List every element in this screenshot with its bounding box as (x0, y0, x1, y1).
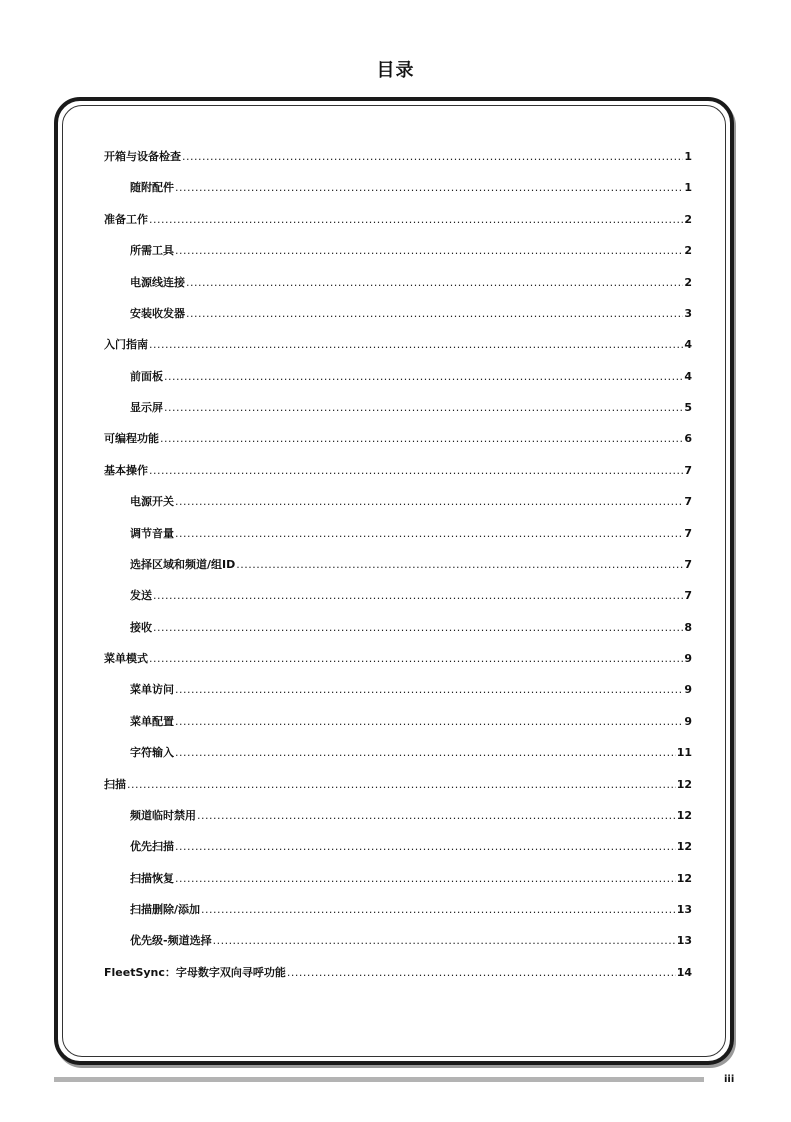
toc-page-number: 2 (684, 275, 692, 289)
toc-page-number: 4 (684, 338, 692, 352)
dot-leader (153, 580, 683, 611)
toc-entry-title: 前面板 (130, 369, 163, 383)
dot-leader (175, 486, 683, 517)
toc-page-number: 14 (676, 965, 692, 979)
dot-leader (164, 361, 683, 392)
toc-subentry[interactable] (104, 298, 692, 329)
toc-page-number: 12 (676, 808, 692, 822)
table-of-contents (104, 141, 692, 988)
toc-page-number: 12 (676, 871, 692, 885)
dot-leader (175, 831, 676, 862)
toc-entry[interactable] (104, 141, 692, 172)
toc-page-number: 13 (676, 903, 692, 916)
toc-entry-title: 电源线连接 (130, 275, 185, 289)
dot-leader (160, 423, 683, 454)
toc-page-number: 12 (676, 777, 692, 791)
toc-entry-title: 扫描 (104, 777, 126, 791)
toc-page-number: 2 (684, 212, 692, 226)
page-title: 目录 (376, 60, 415, 81)
toc-page-number: 7 (684, 495, 692, 509)
dot-leader (182, 141, 683, 172)
dot-leader (149, 455, 683, 486)
footer-rule (54, 1077, 704, 1082)
toc-subentry[interactable] (104, 518, 692, 549)
toc-subentry[interactable] (104, 925, 692, 956)
toc-page-number: 1 (684, 150, 692, 163)
toc-page-number: 9 (684, 683, 692, 697)
dot-leader (186, 267, 683, 298)
dot-leader (197, 800, 676, 831)
dot-leader (287, 957, 676, 988)
toc-subentry[interactable] (104, 800, 692, 831)
toc-page-number: 6 (684, 432, 692, 446)
toc-page-number: 1 (684, 181, 692, 195)
toc-entry-title: 接收 (130, 620, 152, 634)
toc-subentry[interactable] (104, 863, 692, 894)
toc-subentry[interactable] (104, 267, 692, 298)
dot-leader (153, 612, 683, 643)
toc-entry-title: 字符输入 (130, 746, 174, 760)
dot-leader (201, 894, 676, 925)
toc-subentry[interactable] (104, 580, 692, 611)
toc-entry-title: 基本操作 (104, 463, 148, 477)
toc-entry-title: 随附配件 (130, 181, 174, 195)
toc-entry-title: 所需工具 (130, 244, 174, 258)
dot-leader (175, 235, 683, 266)
toc-entry-title: 可编程功能 (104, 432, 159, 446)
toc-page-number: 11 (676, 746, 692, 760)
toc-entry-title: 菜单访问 (130, 683, 174, 697)
toc-page-number: 2 (684, 244, 692, 258)
toc-page-number: 13 (676, 934, 692, 948)
toc-page-number: 9 (684, 652, 692, 665)
toc-entry-title: 优先扫描 (130, 840, 174, 854)
toc-entry-title: 扫描删除/添加 (130, 903, 201, 916)
toc-entry[interactable] (104, 643, 692, 674)
toc-entry-title: 频道临时禁用 (130, 808, 196, 822)
toc-entry-title: 发送 (130, 589, 152, 603)
toc-entry[interactable] (104, 423, 692, 454)
toc-entry-title: 菜单模式 (104, 652, 148, 665)
dot-leader (149, 204, 683, 235)
toc-subentry[interactable] (104, 361, 692, 392)
toc-entry[interactable] (104, 204, 692, 235)
toc-entry-title: 安装收发器 (130, 306, 185, 320)
dot-leader (175, 863, 676, 894)
toc-entry[interactable] (104, 329, 692, 360)
toc-entry[interactable] (104, 455, 692, 486)
toc-page-number: 4 (684, 369, 692, 383)
dot-leader (186, 298, 683, 329)
page-number: iii (724, 1074, 735, 1085)
toc-page-number: 9 (684, 714, 692, 728)
toc-subentry[interactable] (104, 235, 692, 266)
toc-entry-title: 菜单配置 (130, 714, 174, 728)
dot-leader (175, 706, 683, 737)
toc-subentry[interactable] (104, 831, 692, 862)
toc-entry-title: 选择区域和频道/组ID (130, 557, 236, 571)
dot-leader (149, 643, 683, 674)
toc-page-number: 7 (684, 463, 692, 477)
toc-subentry[interactable] (104, 674, 692, 705)
dot-leader (164, 392, 683, 423)
toc-subentry[interactable] (104, 549, 692, 580)
toc-entry-title: 优先级-频道选择 (130, 934, 212, 948)
dot-leader (236, 549, 683, 580)
dot-leader (149, 329, 683, 360)
toc-subentry[interactable] (104, 612, 692, 643)
dot-leader (175, 737, 676, 768)
toc-entry-title: 准备工作 (104, 212, 148, 226)
toc-page-number: 7 (684, 526, 692, 540)
toc-subentry[interactable] (104, 737, 692, 768)
toc-page-number: 5 (684, 401, 692, 414)
toc-subentry[interactable] (104, 486, 692, 517)
toc-entry-title: 扫描恢复 (130, 871, 174, 885)
toc-page-number: 3 (684, 306, 692, 320)
dot-leader (175, 674, 683, 705)
toc-subentry[interactable] (104, 172, 692, 203)
toc-entry-title: 开箱与设备检查 (104, 150, 181, 163)
dot-leader (175, 172, 683, 203)
dot-leader (213, 925, 676, 956)
toc-subentry[interactable] (104, 392, 692, 423)
toc-entry[interactable] (104, 957, 692, 988)
dot-leader (127, 769, 676, 800)
toc-entry-title: 显示屏 (130, 401, 163, 414)
toc-entry-title: 入门指南 (104, 338, 148, 352)
toc-entry-title: 调节音量 (130, 526, 174, 540)
toc-entry[interactable] (104, 769, 692, 800)
toc-page-number: 12 (676, 840, 692, 854)
toc-subentry[interactable] (104, 706, 692, 737)
toc-entry-title: 电源开关 (130, 495, 174, 509)
toc-page-number: 7 (684, 557, 692, 571)
toc-page-number: 7 (684, 589, 692, 603)
toc-page-number: 8 (684, 620, 692, 634)
toc-entry-title: FleetSync：字母数字双向寻呼功能 (104, 965, 286, 979)
toc-subentry[interactable] (104, 894, 692, 925)
dot-leader (175, 518, 683, 549)
